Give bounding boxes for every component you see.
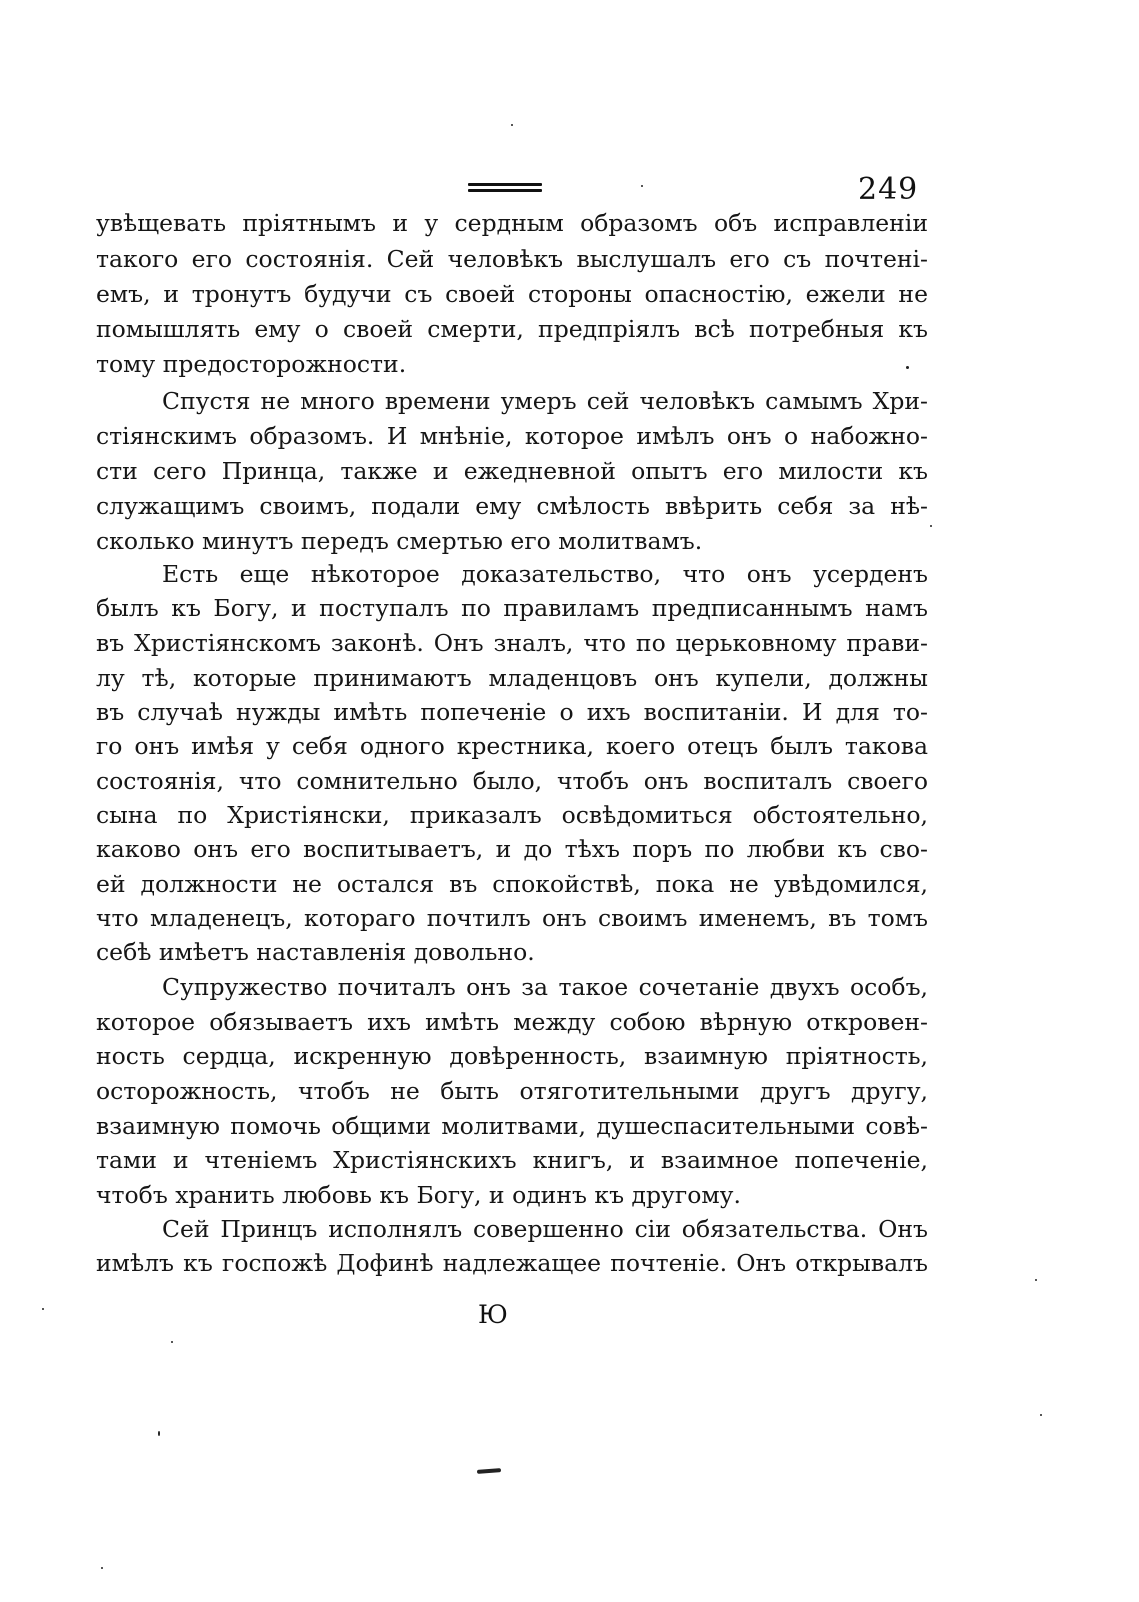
- text-line: въ Христіянскомъ законѣ. Онъ зналъ, что по церьковному прави-: [96, 629, 928, 657]
- text-line: увѣщевать пріятнымъ и у сердным образомъ объ исправленіи: [96, 209, 928, 237]
- scan-speck: [158, 1431, 160, 1436]
- text-line: Спустя не много времени умеръ сей человѣкъ самымъ Хри-: [162, 387, 928, 415]
- text-line: былъ къ Богу, и поступалъ по правиламъ предписаннымъ намъ: [96, 594, 928, 622]
- text-line: сти сего Принца, также и ежедневной опытъ его милости къ: [96, 457, 928, 485]
- text-line: себѣ имѣетъ наставленія довольно.: [96, 938, 535, 966]
- text-line: тами и чтеніемъ Христіянскихъ книгъ, и взаимное попеченіе,: [96, 1146, 928, 1174]
- scan-speck: [171, 1341, 173, 1343]
- scan-speck: [511, 124, 513, 126]
- text-line: что младенецъ, котораго почтилъ онъ своимъ именемъ, въ томъ: [96, 904, 928, 932]
- text-line: чтобъ хранить любовь къ Богу, и одинъ къ другому.: [96, 1181, 741, 1209]
- text-line: ность сердца, искренную довѣренность, взаимную пріятность,: [96, 1042, 928, 1070]
- catchword: Ю: [478, 1300, 508, 1329]
- text-line: состоянія, что сомнительно было, чтобъ онъ воспиталъ своего: [96, 767, 928, 795]
- text-line: взаимную помочь общими молитвами, душеспасительными совѣ-: [96, 1112, 928, 1140]
- scan-speck: [101, 1567, 103, 1569]
- text-line: емъ, и тронутъ будучи съ своей стороны опасностію, ежели не: [96, 280, 928, 308]
- scan-speck: [1035, 1279, 1037, 1281]
- text-line: помышлять ему о своей смерти, предпріялъ всѣ потребныя къ: [96, 315, 928, 343]
- text-line: каково онъ его воспитываетъ, и до тѣхъ поръ по любви къ сво-: [96, 835, 928, 863]
- text-line: тому предосторожности.: [96, 350, 407, 378]
- scan-speck: [641, 185, 643, 187]
- text-line: въ случаѣ нужды имѣть попеченіе о ихъ воспитаніи. И для то-: [96, 698, 928, 726]
- text-line: Супружество почиталъ онъ за такое сочетаніе двухъ особъ,: [162, 973, 928, 1001]
- text-line: сколько минутъ передъ смертью его молитвамъ.: [96, 527, 703, 555]
- scan-speck: [906, 366, 909, 369]
- scan-speck: [930, 525, 932, 527]
- header-ornament-rule: [468, 183, 542, 195]
- text-line: Сей Принцъ исполнялъ совершенно сіи обязательства. Онъ: [162, 1215, 928, 1243]
- text-line: такого его состоянія. Сей человѣкъ выслушалъ его съ почтені-: [96, 245, 928, 273]
- text-line: сына по Христіянски, приказалъ освѣдомиться обстоятельно,: [96, 801, 928, 829]
- text-line: осторожность, чтобъ не быть отяготительными другъ другу,: [96, 1077, 928, 1105]
- text-line: стіянскимъ образомъ. И мнѣніе, которое имѣлъ онъ о набожно-: [96, 422, 928, 450]
- scan-mark: [477, 1468, 501, 1474]
- text-line: служащимъ своимъ, подали ему смѣлость ввѣрить себя за нѣ-: [96, 492, 928, 520]
- scan-speck: [42, 1308, 44, 1310]
- text-line: го онъ имѣя у себя одного крестника, коего отецъ былъ такова: [96, 732, 928, 760]
- text-line: лу тѣ, которые принимаютъ младенцовъ онъ купели, должны: [96, 664, 928, 692]
- scan-speck: [1040, 1414, 1042, 1416]
- text-line: ей должности не остался въ спокойствѣ, пока не увѣдомился,: [96, 870, 928, 898]
- text-line: которое обязываетъ ихъ имѣть между собою вѣрную откровен-: [96, 1008, 928, 1036]
- text-line: Есть еще нѣкоторое доказательство, что онъ усерденъ: [162, 560, 928, 588]
- text-line: имѣлъ къ госпожѣ Дофинѣ надлежащее почтеніе. Онъ открывалъ: [96, 1249, 928, 1277]
- page-number: 249: [858, 172, 919, 207]
